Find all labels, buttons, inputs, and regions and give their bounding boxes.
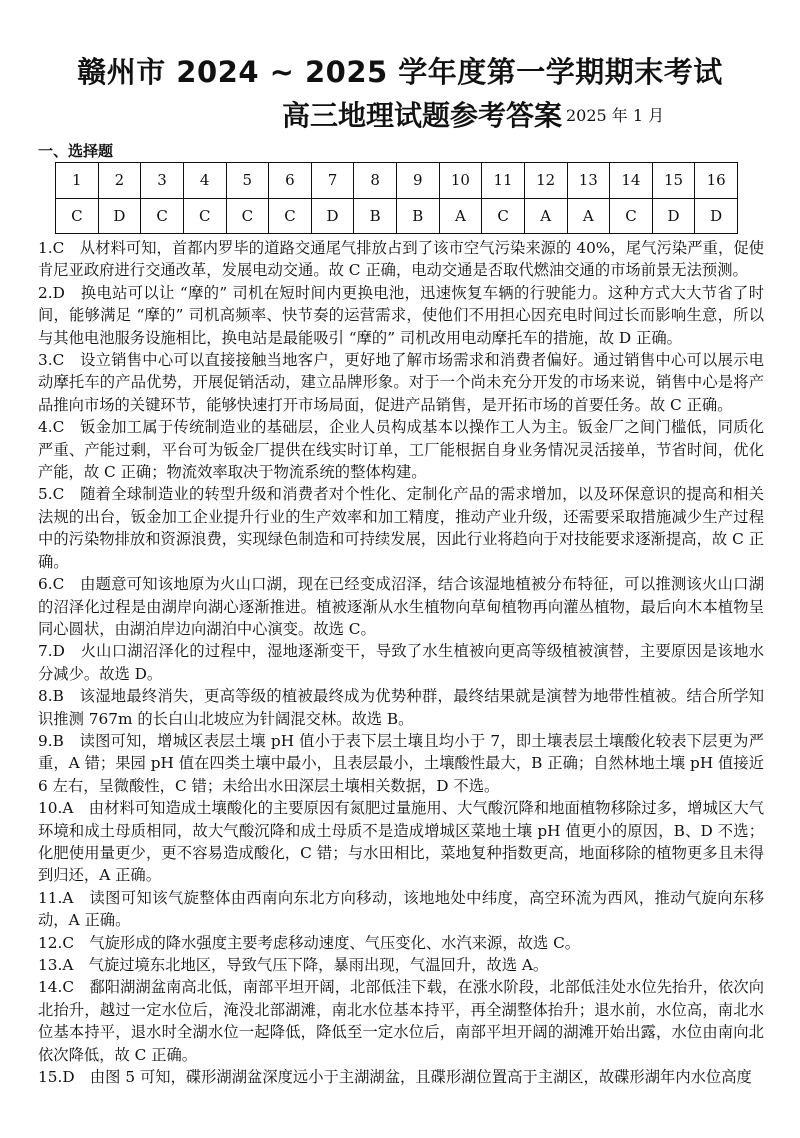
answer-cell: D: [652, 198, 695, 234]
explanation-paragraph: 8.B 该湿地最终消失，更高等级的植被最终成为优势种群，最终结果就是演替为地带性植被。结合所学知识推测 767m 的长白山北坡应为针阔混交林。故选 B。: [38, 687, 764, 728]
question-number: 14: [610, 163, 653, 199]
explanation-paragraph: 10.A 由材料可知造成土壤酸化的主要原因有氮肥过量施用、大气酸沉降和地面植物移除过多，增城区大气环境和成土母质相同，故大气酸沉降和成土母质不是造成增城区菜地土壤 pH 值更小的原因，B、D 不选；化肥使用量更少，更不容易造成酸化，C 错；与水田相比，菜地复种指数更高，地面移除的植物更多且未得到归还，A 正确。: [38, 799, 764, 885]
explanation-paragraph: 12.C 气旋形成的降水强度主要考虑移动速度、气压变化、水汽来源，故选 C。: [38, 933, 581, 952]
explanation-paragraph: 3.C 设立销售中心可以直接接触当地客户，更好地了解市场需求和消费者偏好。通过销售中心可以展示电动摩托车的产品优势，开展促销活动，建立品牌形象。对于一个尚未充分开发的市场来说，销售中心是将产品推向市场的关键环节，能够快速打开市场局面，促进产品销售，是开拓市场的首要任务。故 C 正确。: [38, 351, 764, 414]
answer-cell: D: [695, 198, 738, 234]
question-number: 4: [183, 163, 226, 199]
question-number: 12: [524, 163, 567, 199]
explanations: [38, 237, 764, 1088]
explanation-paragraph: 11.A 读图可知该气旋整体由西南向东北方向移动，该地地处中纬度，高空环流为西风，推动气旋向东移动，A 正确。: [38, 888, 764, 930]
question-number: 10: [439, 163, 482, 199]
question-number: 2: [98, 163, 141, 199]
answer-cell: B: [397, 198, 440, 234]
answer-row: [56, 198, 738, 234]
answer-cell: C: [269, 198, 312, 234]
explanation-paragraph: 9.B 读图可知，增城区表层土壤 pH 值小于表下层土壤且均小于 7，即土壤表层土壤酸化较表下层更为严重，A 错；果园 pH 值在四类土壤中最小，且表层最小，土壤酸性最大，B 正确；自然林地土壤 pH 值接近 6 左右，呈微酸性，C 错；未给出水田深层土壤相关数据，D 不选。: [38, 731, 764, 795]
answer-cell: C: [482, 198, 525, 234]
answer-cell: C: [226, 198, 269, 234]
answer-cell: B: [354, 198, 397, 234]
answer-key-title: 高三地理试题参考答案: [282, 99, 563, 132]
exam-title: 赣州市 2024 ~ 2025 学年度第一学期期末考试: [77, 55, 723, 89]
question-number-row: [56, 163, 738, 199]
answer-cell: C: [141, 198, 184, 234]
question-number: 6: [269, 163, 312, 199]
date-label: 2025 年 1 月: [566, 106, 665, 125]
question-number: 9: [397, 163, 440, 199]
explanation-paragraph: 5.C 随着全球制造业的转型升级和消费者对个性化、定制化产品的需求增加，以及环保意识的提高和相关法规的出台，钣金加工企业提升行业的生产效率和加工精度，推动产业升级，还需要采取措施减少生产过程中的污染物排放和资源浪费，实现绿色制造和可持续发展，因此行业将趋向于对技能要求逐渐提高，故 C 正确。: [38, 485, 764, 571]
answer-cell: A: [439, 198, 482, 234]
explanation-paragraph: 1.C 从材料可知，首都内罗毕的道路交通尾气排放占到了该市空气污染来源的 40%，尾气污染严重，促使肯尼亚政府进行交通改革，发展电动交通。故 C 正确，电动交通是否取代燃油交通的市场前景无法预测。: [38, 239, 764, 280]
question-number: 16: [695, 163, 738, 199]
answer-cell: C: [610, 198, 653, 234]
question-number: 13: [567, 163, 610, 199]
question-number: 15: [652, 163, 695, 199]
answer-cell: C: [183, 198, 226, 234]
answer-cell: D: [98, 198, 141, 234]
answer-cell: A: [524, 198, 567, 234]
answer-cell: A: [567, 198, 610, 234]
question-number: 3: [141, 163, 184, 199]
answer-cell: C: [56, 198, 99, 234]
question-number: 8: [354, 163, 397, 199]
question-number: 5: [226, 163, 269, 199]
explanation-paragraph: 13.A 气旋过境东北地区，导致气压下降，暴雨出现，气温回升，故选 A。: [38, 956, 549, 974]
explanation-paragraph: 6.C 由题意可知该地原为火山口湖，现在已经变成沼泽，结合该湿地植被分布特征，可以推测该火山口湖的沼泽化过程是由湖岸向湖心逐渐推进。植被逐渐从水生植物向草甸植物再向灌丛植物，最后向木本植物呈同心圆状，由湖泊岸边向湖泊中心演变。故选 C。: [38, 575, 764, 638]
question-number: 1: [56, 163, 99, 199]
section-title: 一、选择题: [38, 142, 114, 160]
explanation-paragraph: 2.D 换电站可以让 “摩的” 司机在短时间内更换电池，迅速恢复车辆的行驶能力。这种方式大大节省了时间，能够满足 “摩的” 司机高频率、快节奏的运营需求，使他们不用担心因充电时间过长而影响生意，所以与其他电池服务设施相比，换电站是最能吸引 “摩的” 司机改用电动摩托车的措施，故 D 正确。: [38, 283, 764, 347]
question-number: 7: [311, 163, 354, 199]
explanation-paragraph: 14.C 鄱阳湖湖盆南高北低，南部平坦开阔，北部低洼下载，在涨水阶段，北部低洼处水位先抬升，依次向北抬升，越过一定水位后，淹没北部湖滩，南北水位基本持平，再全湖整体抬升；退水前，水位高，南北水位基本持平，退水时全湖水位一起降低，降低至一定水位后，南部平坦开阔的湖滩开始出露，水位由南向北依次降低，故 C 正确。: [38, 978, 764, 1064]
explanation-paragraph: 4.C 钣金加工属于传统制造业的基础层，企业人员构成基本以操作工人为主。钣金厂之间门槛低，同质化严重、产能过剩，平台可为钣金厂提供在线实时订单，工厂能根据自身业务情况灵活接单，节省时间，优化产能，故 C 正确；物流效率取决于物流系统的整体构建。: [38, 418, 764, 482]
explanation-paragraph: 15.D 由图 5 可知，碟形湖湖盆深度远小于主湖湖盆，且碟形湖位置高于主湖区，故碟形湖年内水位高度: [38, 1068, 752, 1087]
explanation-paragraph: 7.D 火山口湖沼泽化的过程中，湿地逐渐变干，导致了水生植被向更高等级植被演替，主要原因是该地水分减少。故选 D。: [38, 642, 764, 683]
question-number: 11: [482, 163, 525, 199]
answer-table: [55, 162, 738, 234]
answer-cell: D: [311, 198, 354, 234]
